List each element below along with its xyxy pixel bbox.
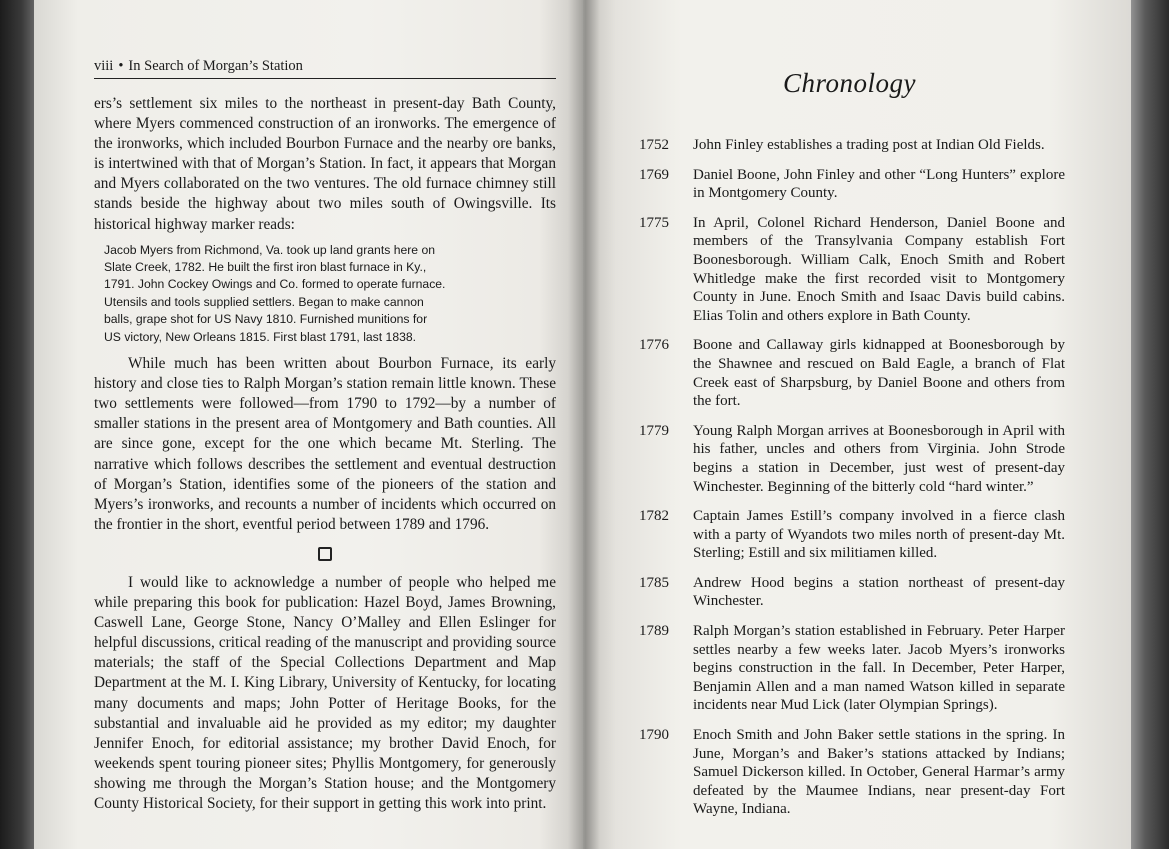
entry-year: 1769 <box>639 166 669 183</box>
section-break-ornament <box>94 535 556 573</box>
page-number: viii <box>94 58 114 74</box>
chronology-entry <box>639 422 1065 496</box>
entry-year: 1779 <box>639 422 669 439</box>
entry-year: 1785 <box>639 574 669 591</box>
marker-line: Utensils and tools supplied settlers. Began to make cannon <box>104 294 424 309</box>
historical-marker-quote <box>104 242 556 346</box>
running-head-separator: • <box>118 58 124 74</box>
chronology-entry <box>639 166 1065 203</box>
left-page <box>34 0 583 849</box>
chronology-entry <box>639 136 1065 155</box>
entry-text: Young Ralph Morgan arrives at Boonesborough in April with his father, uncles and others from Virginia. John Strode begins a station in December, just west of present-day Winchester. Beginning of the bitterly cold “hard winter.” <box>693 422 1065 495</box>
paragraph-continued: ers’s settlement six miles to the northeast in present-day Bath County, where Myers commenced construction of an ironworks. The emergence of the ironworks, which included Bourbon Furnace and the nearby ore banks, is intertwined with that of Morgan’s Station. In fact, it appears that Morgan and Myers collaborated on the two ventures. The old furnace chimney still stands beside the highway about two miles south of Owingsville. Its historical highway marker reads: <box>94 95 556 233</box>
running-head <box>94 58 556 79</box>
chronology-list <box>639 136 1065 830</box>
entry-text: Captain James Estill’s company involved in a fierce clash with a party of Wyandots two miles north of present-day Mt. Sterling; Estill and six militiamen killed. <box>693 508 1065 562</box>
entry-year: 1775 <box>639 214 669 231</box>
marker-line: Jacob Myers from Richmond, Va. took up land grants here on <box>104 242 436 257</box>
chronology-entry <box>639 726 1065 819</box>
right-page <box>583 0 1131 849</box>
square-ornament-icon <box>318 547 332 561</box>
chapter-title: Chronology <box>783 68 916 98</box>
left-page-body <box>94 94 556 814</box>
marker-line: balls, grape shot for US Navy 1810. Furnished munitions for <box>104 312 428 327</box>
entry-year: 1789 <box>639 623 669 640</box>
chronology-entry <box>639 336 1065 410</box>
entry-text: Boone and Callaway girls kidnapped at Boonesborough by the Shawnee and rescued on Bald Eagle, a branch of Flat Creek east of Sharpsburg, by Daniel Boone and others from the fort. <box>693 337 1065 410</box>
entry-year: 1790 <box>639 727 669 744</box>
marker-line: 1791. John Cockey Owings and Co. formed to operate furnace. <box>104 277 446 292</box>
scan-background-right <box>1129 0 1169 849</box>
entry-text: Daniel Boone, John Finley and other “Long Hunters” explore in Montgomery County. <box>693 166 1065 202</box>
book-gutter-shadow <box>568 0 600 849</box>
chronology-entry <box>639 214 1065 326</box>
entry-year: 1776 <box>639 337 669 354</box>
chronology-entry <box>639 507 1065 563</box>
entry-text: Ralph Morgan’s station established in February. Peter Harper settles nearby a few weeks later. Jacob Myers’s ironworks begins construction in the fall. In December, Peter Harper, Benjamin Allen and a man named Watson killed in separate incidents near Mud Lick (later Olympian Springs). <box>693 623 1065 714</box>
marker-line: US victory, New Orleans 1815. First blast 1791, last 1838. <box>104 329 417 344</box>
paragraph-bourbon-furnace: While much has been written about Bourbon Furnace, its early history and close ties to Ralph Morgan’s station remain little known. These two settlements were followed—from 1790 to 1792—by a number of smaller stations in the present area of Montgomery and Bath counties. All are since gone, except for the one which became Mt. Sterling. The narrative which follows describes the settlement and eventual destruction of Morgan’s Station, identifies some of the pioneers of the station and Myers’s ironworks, and recounts a number of incidents which occurred on the frontier in the short, eventful period between 1789 and 1796. <box>94 355 556 533</box>
running-head-title: In Search of Morgan’s Station <box>128 58 303 74</box>
paragraph-acknowledgments: I would like to acknowledge a number of people who helped me while preparing this book for publication: Hazel Boyd, James Browning, Caswell Lane, George Stone, Nancy O’Malley and Ellen Eslinger for helpful discussions, critical reading of the manuscript and providing source materials; the staff of the Special Collections Department and Map Department at the M. I. King Library, University of Kentucky, for locating many documents and maps; John Potter of Heritage Books, for the substantial and invaluable aid he provided as my editor; my daughter Jennifer Enoch, for editorial assistance; my brother David Enoch, for weekends spent touring pioneer sites; Phyllis Montgomery, for generously showing me through the Morgan’s Station house; and the Montgomery County Historical Society, for their support in getting this work into print. <box>94 573 556 812</box>
entry-year: 1782 <box>639 508 669 525</box>
scan-background-left <box>0 0 36 849</box>
entry-text: In April, Colonel Richard Henderson, Daniel Boone and members of the Transylvania Company establish Fort Boonesborough. William Calk, Enoch Smith and Robert Whitledge make the first recorded visit to Montgomery County in June. Enoch Smith and Isaac Davis build cabins. Elias Tolin and others explore in Bath County. <box>693 214 1065 324</box>
entry-text: Enoch Smith and John Baker settle stations in the spring. In June, Morgan’s and Baker’s stations attacked by Indians; Samuel Dickerson killed. In October, General Harmar’s army defeated by the Maumee Indians, near present-day Fort Wayne, Indiana. <box>693 727 1065 818</box>
entry-text: John Finley establishes a trading post at Indian Old Fields. <box>693 137 1045 153</box>
entry-year: 1752 <box>639 137 669 153</box>
marker-line: Slate Creek, 1782. He built the first iron blast furnace in Ky., <box>104 260 427 275</box>
chronology-entry <box>639 574 1065 611</box>
chronology-entry <box>639 622 1065 715</box>
entry-text: Andrew Hood begins a station northeast of present-day Winchester. <box>693 574 1065 610</box>
